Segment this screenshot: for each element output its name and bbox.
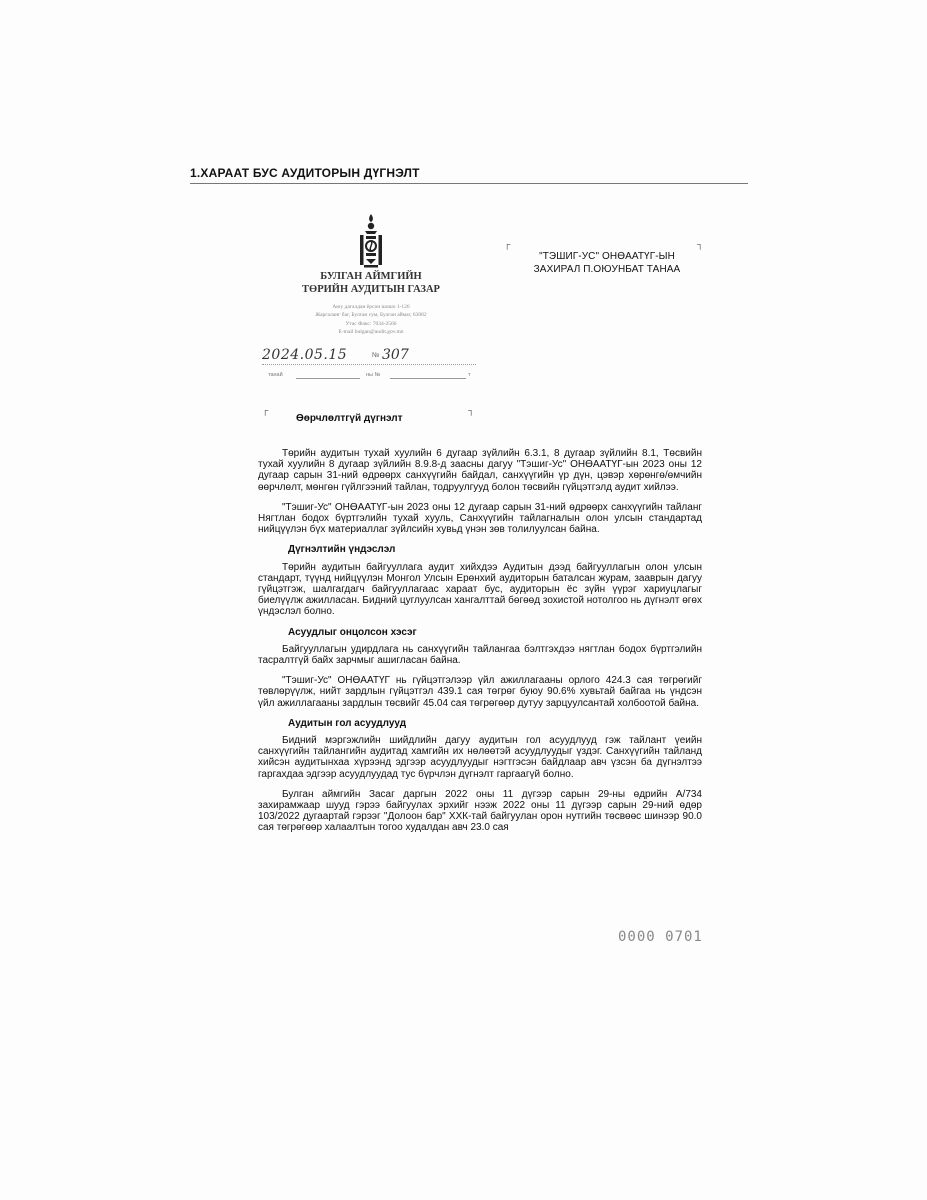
registration-underline	[262, 364, 476, 365]
section-heading: Асуудлыг онцолсон хэсэг	[288, 626, 417, 638]
corner-mark-title-right: ┐	[468, 405, 475, 415]
section-title: 1.ХАРААТ БУС АУДИТОРЫН ДҮГНЭЛТ	[190, 166, 420, 180]
soyombo-emblem-icon	[356, 213, 386, 269]
paragraph: Бидний мэргэжлийн шийдлийн дагуу аудитын гол асуудлууд гэж тайлант үеийн санхүүгийн тайлангийн аудитад хамгийн их нөлөөтэй асуудлуудыг үздэг. Санхүүгийн тайланд хийсэн аудитынхаа хүрээнд эдгээр асуудлуудыг нэгтгэсэн байдлаар авч үзсэн ба дүгнэлтээ гаргахдаа эдгээр асуудлуудад тус бүрчлэн дүгнэлт гаргаагүй болно.	[258, 735, 702, 780]
addressee-line1: "ТЭШИГ-УС" ОНӨААТҮГ-ЫН	[539, 251, 675, 262]
registration-date: 2024.05.15	[262, 347, 348, 363]
reference-label: танай	[268, 372, 283, 378]
corner-mark-title-left: ┌	[262, 405, 269, 415]
registration-number-label: №	[372, 352, 380, 359]
paragraph: Байгууллагын удирдлага нь санхүүгийн тайлангаа бэлтгэхдээ нягтлан бодох бүртгэлийн тасралтгүй байх зарчмыг ашигласан байна.	[258, 643, 702, 667]
document-title: Өөрчлөлтгүй дүгнэлт	[296, 413, 403, 424]
page-code-stamp: 0000 0701	[618, 929, 703, 945]
org-name-line1: БУЛГАН АЙМГИЙН	[320, 271, 422, 282]
reference-number-label: ны №	[366, 372, 381, 378]
section-heading: Аудитын гол асуудлууд	[288, 717, 407, 729]
paragraph: "Тэшиг-Ус" ОНӨААТҮГ нь гүйцэтгэлээр үйл ажиллагааны орлого 424.3 сая төгрөгийг төвлөрүүлж, нийт зардлын гүйцэтгэл 439.1 сая төгрөг буюу 90.6% хувьтай байгаа нь үндсэн үйл ажиллагааны зардлын төсвийг 45.04 сая төгрөгөөр дутуу зарцуулсантай холбоотой байна.	[258, 675, 702, 709]
reference-number-blank	[390, 378, 466, 379]
reference-blank	[296, 378, 360, 379]
corner-mark-top-left: ┌	[504, 239, 511, 249]
contact-line: E-mail bulgan@audit.gov.mn	[338, 328, 404, 335]
paragraph: Булган аймгийн Засаг даргын 2022 оны 11 дүгээр сарын 29-ны өдрийн А/734 захирамжаар шууд гэрээ байгуулах эрхийг нээж 2022 оны 11 дүгээр сарын 29-ний өдөр 103/2022 дугаартай гэрээг "Долоон бар" ХХК-тай байгуулан орон нутгийн төсвөөс шинээр 90.0 сая төгрөгөөр халаалтын тогоо худалдан авч 23.0 сая	[258, 788, 702, 834]
contact-line: Жаргаланг баг, Булган сум, Булган аймаг, 63082	[315, 312, 427, 319]
contact-info	[268, 303, 474, 336]
contact-line: Утас Факс: 7034-2566	[345, 320, 397, 327]
reference-end: т	[468, 372, 471, 378]
paragraph: Төрийн аудитын тухай хуулийн 6 дугаар зүйлийн 6.3.1, 8 дугаар зүйлийн 8.1, Төсвийн тухай хуулийн 8 дугаар зүйлийн 8.9.8-д заасны дагуу "Тэшиг-Ус" ОНӨААТҮГ-ын 2023 оны 12 дугаар сарын 31-ний өдрөөрх санхүүгийн байдал, санхүүгийн үр дүн, цэвэр хөрөнгө/өмчийн өөрчлөлт, мөнгөн гүйлгээний тайлан, тодруулгууд болон төсвийн гүйцэтгэлд аудит хийлээ.	[258, 448, 702, 493]
contact-line: Аюу дагалдан ёрсон шошо 1-126	[332, 304, 410, 310]
addressee	[507, 250, 707, 276]
paragraph: Төрийн аудитын байгууллага аудит хийхдээ Аудитын дээд байгууллагын олон улсын стандарт, түүнд нийцүүлэн Монгол Улсын Ерөнхий аудиторын баталсан журам, зааврын дагуу гүйцэтгэж, шалгагдагч байгууллагаас хараат бус, аудиторын ёс зүйн үүрэг хариуцлагыг биелүүлж ажилласан. Бидний цуглуулсан хангалттай бөгөөд зохистой нотолгоо нь дүгнэлт өгөх үндэслэл болно.	[258, 561, 702, 618]
section-heading: Дүгнэлтийн үндэслэл	[288, 544, 396, 556]
section-divider	[190, 183, 748, 184]
registration-line	[262, 347, 476, 367]
reference-line	[268, 370, 474, 382]
paragraph: "Тэшиг-Ус" ОНӨААТҮГ-ын 2023 оны 12 дугаар сарын 31-ний өдрөөрх санхүүгийн тайланг Нягтлан бодох бүртгэлийн тухай хууль, Санхүүгийн тайлагналын олон улсын стандартад нийцүүлэн бүх материаллаг зүйлсийн хувьд үнэн зөв толилуулсан байна.	[258, 501, 702, 536]
registration-number: 307	[382, 347, 409, 363]
org-name-line2: ТӨРИЙН АУДИТЫН ГАЗАР	[302, 284, 440, 295]
addressee-line2: ЗАХИРАЛ П.ОЮУНБАТ ТАНАА	[533, 264, 681, 275]
document-body	[258, 448, 702, 843]
organization-name	[268, 270, 474, 296]
corner-mark-top-right: ┐	[697, 239, 704, 249]
